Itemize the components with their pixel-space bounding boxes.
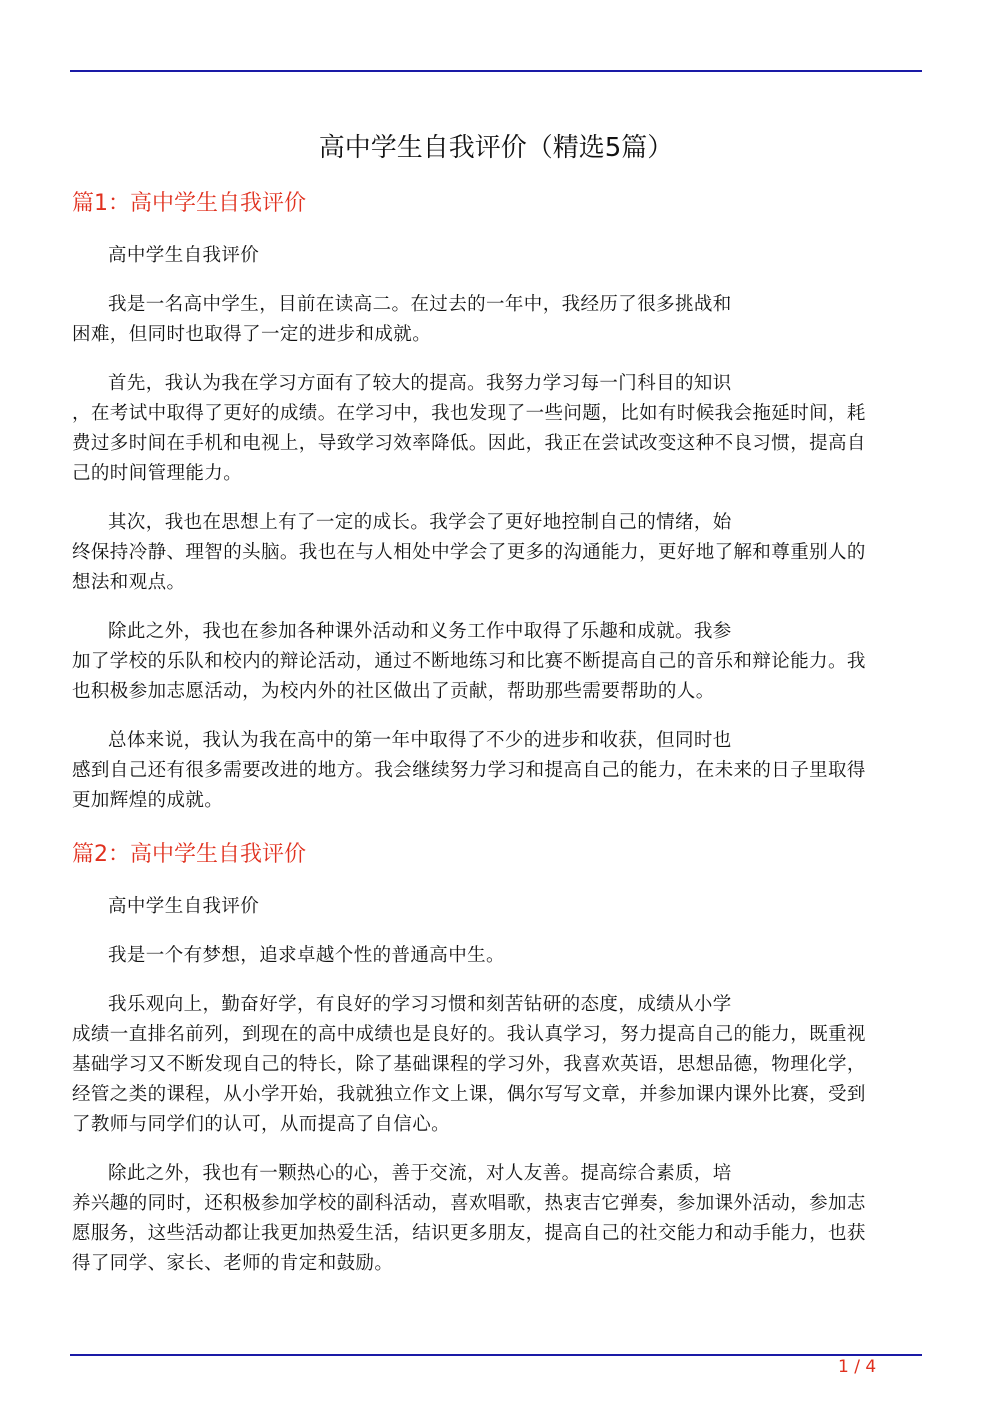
text-line: 己的时间管理能力。 bbox=[72, 463, 243, 484]
section-heading: 篇2：高中学生自我评价 bbox=[72, 842, 306, 867]
paragraph bbox=[72, 1159, 914, 1279]
paragraph bbox=[72, 941, 914, 971]
text-line: 其次，我也在思想上有了一定的成长。我学会了更好地控制自己的情绪，始 bbox=[108, 512, 732, 533]
text-line: 经管之类的课程，从小学开始，我就独立作文上课，偶尔写写文章，并参加课内课外比赛，受到 bbox=[72, 1084, 866, 1105]
text-line: 高中学生自我评价 bbox=[108, 896, 260, 917]
text-line: 愿服务，这些活动都让我更加热爱生活，结识更多朋友，提高自己的社交能力和动手能力，也获 bbox=[72, 1223, 866, 1244]
text-line: 除此之外，我也在参加各种课外活动和义务工作中取得了乐趣和成就。我参 bbox=[108, 621, 732, 642]
paragraph bbox=[72, 990, 914, 1140]
text-line: 困难，但同时也取得了一定的进步和成就。 bbox=[72, 324, 432, 345]
text-line: 更加辉煌的成就。 bbox=[72, 790, 224, 811]
section-heading: 篇1：高中学生自我评价 bbox=[72, 191, 306, 216]
section-subtitle bbox=[72, 241, 914, 271]
text-line: 了教师与同学们的认可，从而提高了自信心。 bbox=[72, 1114, 451, 1135]
text-line: 高中学生自我评价 bbox=[108, 245, 260, 266]
text-line: 养兴趣的同时，还积极参加学校的副科活动，喜欢唱歌，热衷吉它弹奏，参加课外活动，参加志 bbox=[72, 1193, 866, 1214]
section-2 bbox=[72, 840, 914, 1298]
text-line: 加了学校的乐队和校内的辩论活动，通过不断地练习和比赛不断提高自己的音乐和辩论能力。我 bbox=[72, 651, 866, 672]
section-subtitle bbox=[72, 892, 914, 922]
text-line: ，在考试中取得了更好的成绩。在学习中，我也发现了一些问题，比如有时候我会拖延时间，耗 bbox=[72, 403, 866, 424]
paragraph bbox=[72, 726, 914, 816]
page-number: 1 / 4 bbox=[838, 1357, 877, 1377]
text-line: 首先，我认为我在学习方面有了较大的提高。我努力学习每一门科目的知识 bbox=[108, 373, 732, 394]
text-line: 成绩一直排名前列，到现在的高中成绩也是良好的。我认真学习，努力提高自己的能力，既重视 bbox=[72, 1024, 866, 1045]
text-line: 基础学习又不断发现自己的特长，除了基础课程的学习外，我喜欢英语，思想品德，物理化学， bbox=[72, 1054, 866, 1075]
text-line: 感到自己还有很多需要改进的地方。我会继续努力学习和提高自己的能力，在未来的日子里取得 bbox=[72, 760, 866, 781]
header-rule bbox=[70, 70, 922, 72]
footer-rule bbox=[70, 1354, 922, 1356]
paragraph bbox=[72, 617, 914, 707]
text-line: 我是一个有梦想，追求卓越个性的普通高中生。 bbox=[108, 945, 505, 966]
text-line: 总体来说，我认为我在高中的第一年中取得了不少的进步和收获，但同时也 bbox=[108, 730, 732, 751]
paragraph bbox=[72, 290, 914, 350]
text-line: 我是一名高中学生，目前在读高二。在过去的一年中，我经历了很多挑战和 bbox=[108, 294, 732, 315]
section-1 bbox=[72, 189, 914, 835]
paragraph bbox=[72, 508, 914, 598]
paragraph bbox=[72, 369, 914, 489]
text-line: 终保持冷静、理智的头脑。我也在与人相处中学会了更多的沟通能力，更好地了解和尊重别人的 bbox=[72, 542, 866, 563]
text-line: 想法和观点。 bbox=[72, 572, 186, 593]
document-title: 高中学生自我评价（精选5篇） bbox=[318, 133, 674, 163]
text-line: 我乐观向上，勤奋好学，有良好的学习习惯和刻苦钻研的态度，成绩从小学 bbox=[108, 994, 732, 1015]
text-line: 得了同学、家长、老师的肯定和鼓励。 bbox=[72, 1253, 394, 1274]
text-line: 费过多时间在手机和电视上，导致学习效率降低。因此，我正在尝试改变这种不良习惯，提高自 bbox=[72, 433, 866, 454]
text-line: 除此之外，我也有一颗热心的心，善于交流，对人友善。提高综合素质，培 bbox=[108, 1163, 732, 1184]
text-line: 也积极参加志愿活动，为校内外的社区做出了贡献，帮助那些需要帮助的人。 bbox=[72, 681, 715, 702]
